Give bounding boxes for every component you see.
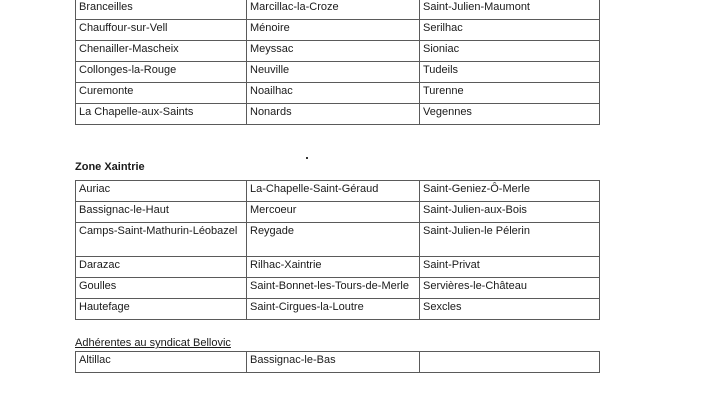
- table-cell: Saint-Julien-aux-Bois: [420, 202, 600, 223]
- table-row: [76, 83, 600, 104]
- table-cell: Auriac: [76, 181, 247, 202]
- table-cell: Camps-Saint-Mathurin-Léobazel: [76, 223, 247, 257]
- table-row: [76, 299, 600, 320]
- table-cell: Hautefage: [76, 299, 247, 320]
- table-cell: Altillac: [76, 352, 247, 373]
- table-cell: Saint-Bonnet-les-Tours-de-Merle: [247, 278, 420, 299]
- table-cell: Saint-Julien-Maumont: [420, 0, 600, 20]
- table-cell: Servières-le-Château: [420, 278, 600, 299]
- table-cell: Rilhac-Xaintrie: [247, 257, 420, 278]
- table-cell: Sioniac: [420, 41, 600, 62]
- table-row: [76, 352, 600, 373]
- table-cell: Goulles: [76, 278, 247, 299]
- table-cell: [420, 352, 600, 373]
- section-heading-bellovic: Adhérentes au syndicat Bellovic: [75, 337, 231, 349]
- table-cell: Neuville: [247, 62, 420, 83]
- table-row: [76, 202, 600, 223]
- table-cell: Meyssac: [247, 41, 420, 62]
- table-row: [76, 41, 600, 62]
- table-row: [76, 278, 600, 299]
- table-cell: Sexcles: [420, 299, 600, 320]
- table-cell: Bassignac-le-Bas: [247, 352, 420, 373]
- table-cell: Serilhac: [420, 20, 600, 41]
- table-cell: Saint-Cirgues-la-Loutre: [247, 299, 420, 320]
- communes-table-bellovic: [75, 351, 600, 373]
- scan-speck: [306, 157, 308, 159]
- table-cell: Darazac: [76, 257, 247, 278]
- table-cell: Saint-Julien-le Pélerin: [420, 223, 600, 257]
- table-cell: Tudeils: [420, 62, 600, 83]
- table-cell: Bassignac-le-Haut: [76, 202, 247, 223]
- table-cell: Vegennes: [420, 104, 600, 125]
- table-row: [76, 257, 600, 278]
- table-cell: Saint-Geniez-Ô-Merle: [420, 181, 600, 202]
- table-row: [76, 62, 600, 83]
- table-cell: Saint-Privat: [420, 257, 600, 278]
- table-cell: Ménoire: [247, 20, 420, 41]
- table-cell: La-Chapelle-Saint-Géraud: [247, 181, 420, 202]
- table-cell: Collonges-la-Rouge: [76, 62, 247, 83]
- section-heading-xaintrie: Zone Xaintrie: [75, 161, 145, 173]
- table-cell: Nonards: [247, 104, 420, 125]
- table-cell: Chenailler-Mascheix: [76, 41, 247, 62]
- table-cell: Turenne: [420, 83, 600, 104]
- table-row: [76, 104, 600, 125]
- table-cell: Reygade: [247, 223, 420, 257]
- communes-table-top: [75, 0, 600, 125]
- table-cell: Noailhac: [247, 83, 420, 104]
- table-row: [76, 181, 600, 202]
- table-row: [76, 20, 600, 41]
- table-cell: Marcillac-la-Croze: [247, 0, 420, 20]
- table-row: [76, 0, 600, 20]
- table-cell: Mercoeur: [247, 202, 420, 223]
- table-cell: Curemonte: [76, 83, 247, 104]
- table-cell: Chauffour-sur-Vell: [76, 20, 247, 41]
- communes-table-xaintrie: [75, 180, 600, 320]
- table-row: [76, 223, 600, 257]
- table-cell: Branceilles: [76, 0, 247, 20]
- table-cell: La Chapelle-aux-Saints: [76, 104, 247, 125]
